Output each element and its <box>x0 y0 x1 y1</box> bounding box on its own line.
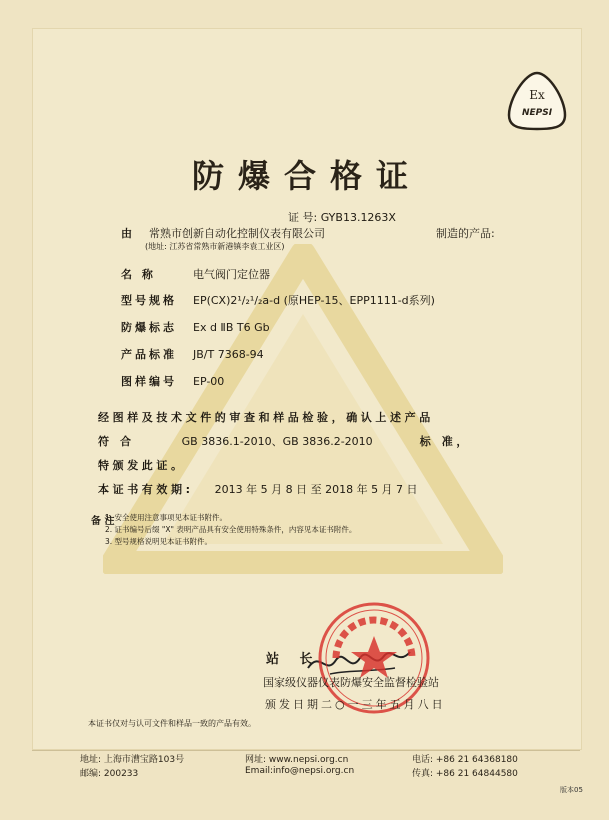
nepsi-logo-icon <box>505 69 569 133</box>
edition-label: 版本05 <box>560 786 583 794</box>
note-item: 1. 安全使用注意事项见本证书附件。 <box>105 513 228 522</box>
certificate-number: 证 号: GYB13.1263X <box>288 211 396 224</box>
note-item: 3. 型号规格说明见本证书附件。 <box>105 537 213 546</box>
note-item: 2. 证书编号后缀 "X" 表明产品具有安全使用特殊条件，内容见本证书附件。 <box>105 525 357 534</box>
footer-website[interactable]: 网址: www.nepsi.org.cn <box>245 755 349 765</box>
product-standard-row: 产品标准 JB/T 7368-94 <box>121 348 264 361</box>
svg-text:NEPSI: NEPSI <box>521 108 553 118</box>
footer-divider <box>32 750 580 751</box>
statement-line-1: 经图样及技术文件的审查和样品检验，确认上述产品 <box>98 411 434 424</box>
notes-list <box>105 512 356 548</box>
model-row: 型号规格 EP(CX)2¹/₂¹/₂a-d (原HEP-15、EPP1111-d系列) <box>121 294 435 307</box>
certificate-title: 防爆合格证 <box>191 157 422 195</box>
director-label: 站 长 <box>266 652 321 667</box>
validity-row: 本证书有效期: 2013 年 5 月 8 日 至 2018 年 5 月 7 日 <box>98 483 418 496</box>
footer-fax: 传真: +86 21 64844580 <box>412 769 518 779</box>
svg-text:Ex: Ex <box>529 88 545 102</box>
notes-label: 备 注 <box>91 516 115 527</box>
issue-date: 颁发日期二○一三年五月八日 <box>265 698 446 711</box>
manufacturer-name: 常熟市创新自动化控制仪表有限公司 <box>149 227 325 240</box>
manufacturer-address: (地址: 江苏省常熟市新港镇李袁工业区) <box>145 242 285 251</box>
footer-email[interactable]: Email:info@nepsi.org.cn <box>245 766 355 776</box>
manufacturer-row: 由 常熟市创新自动化控制仪表有限公司 <box>121 227 325 240</box>
product-name-row: 名 称 电气阀门定位器 <box>121 268 270 281</box>
statement-line-2: 符 合 GB 3836.1-2010、GB 3836.2-2010 标 准， <box>98 435 471 448</box>
validity-note: 本证书仅对与认可文件和样品一致的产品有效。 <box>88 719 256 728</box>
produced-label: 制造的产品: <box>436 227 495 240</box>
station-name: 国家级仪器仪表防爆安全监督检验站 <box>263 676 439 689</box>
ex-marking-row: 防爆标志 Ex d ⅡB T6 Gb <box>121 321 270 334</box>
validity-period: 2013 年 5 月 8 日 至 2018 年 5 月 7 日 <box>214 483 418 496</box>
statement-line-3: 特颁发此证。 <box>98 459 186 472</box>
drawing-number-row: 图样编号 EP-00 <box>121 375 225 388</box>
footer-address: 地址: 上海市漕宝路103号 <box>80 755 185 765</box>
footer-postcode: 邮编: 200233 <box>80 769 139 779</box>
footer-phone: 电话: +86 21 64368180 <box>412 755 518 765</box>
compliance-standards: GB 3836.1-2010、GB 3836.2-2010 <box>181 435 373 448</box>
